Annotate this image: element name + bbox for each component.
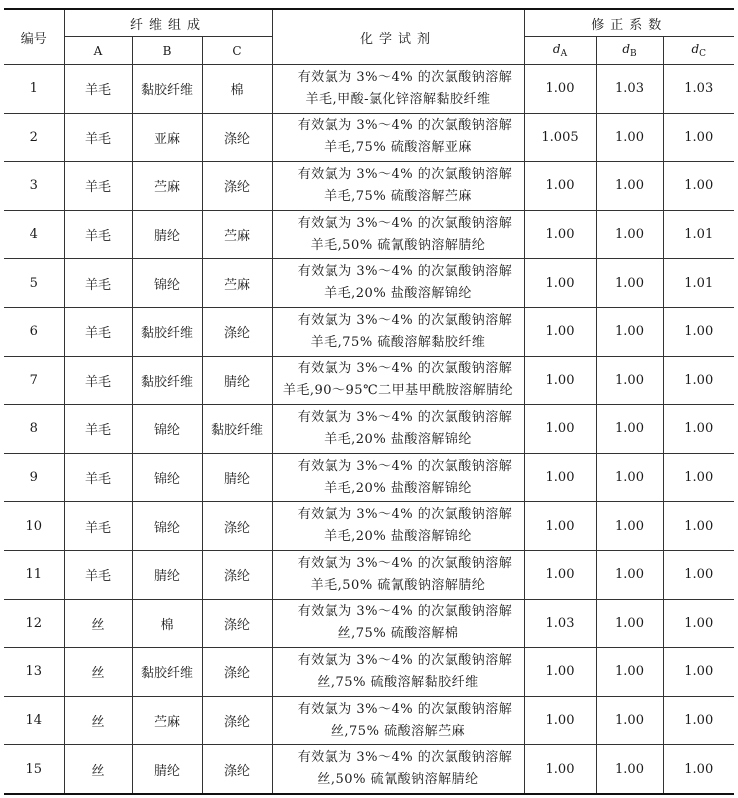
cell-d-a: 1.00 [524,259,596,308]
cell-d-a: 1.00 [524,745,596,794]
cell-d-b: 1.00 [596,405,663,454]
table-row [4,307,734,356]
cell-fiber-b: 黏胶纤维 [132,307,202,356]
cell-d-b: 1.00 [596,162,663,211]
cell-reagent [272,453,524,502]
header-col-c: C [202,37,272,65]
cell-d-a: 1.00 [524,502,596,551]
header-d-b [596,37,663,65]
cell-d-c: 1.00 [663,696,734,745]
reagent-line-2: 羊毛,20% 盐酸溶解锦纶 [324,480,472,496]
cell-fiber-c: 腈纶 [202,453,272,502]
cell-fiber-b: 苎麻 [132,162,202,211]
cell-fiber-b: 苎麻 [132,696,202,745]
cell-fiber-c: 涤纶 [202,648,272,697]
cell-id: 11 [4,550,64,599]
table-row [4,648,734,697]
cell-d-b: 1.00 [596,210,663,259]
cell-fiber-c: 涤纶 [202,745,272,794]
reagent-line-2: 丝,75% 硫酸溶解黏胶纤维 [317,674,479,690]
cell-d-a: 1.03 [524,599,596,648]
cell-d-c: 1.01 [663,259,734,308]
cell-fiber-c: 棉 [202,65,272,114]
reagent-line-2: 羊毛,50% 硫氰酸钠溶解腈纶 [310,577,486,593]
reagent-line-2: 羊毛,20% 盐酸溶解锦纶 [324,529,472,545]
fiber-correction-table [4,8,734,795]
table-row [4,65,734,114]
cell-d-b: 1.00 [596,502,663,551]
cell-d-c: 1.00 [663,113,734,162]
cell-fiber-b: 锦纶 [132,405,202,454]
cell-id: 6 [4,307,64,356]
header-fiber-group-label: 纤维组成 [129,17,206,33]
cell-fiber-b: 黏胶纤维 [132,356,202,405]
reagent-line-2: 羊毛,75% 硫酸溶解亚麻 [324,140,472,156]
cell-fiber-a: 羊毛 [64,356,132,405]
cell-d-b: 1.00 [596,453,663,502]
reagent-line-1: 有效氯为 3%～4% 的次氯酸钠溶解 [297,409,513,425]
reagent-line-1: 有效氯为 3%～4% 的次氯酸钠溶解 [297,361,513,377]
cell-reagent [272,162,524,211]
header-d-b-main: d [622,42,631,56]
cell-d-b: 1.00 [596,599,663,648]
header-d-b-sub: B [630,49,637,59]
cell-d-b: 1.00 [596,259,663,308]
reagent-line-2: 羊毛,20% 盐酸溶解锦纶 [324,431,472,447]
cell-d-b: 1.00 [596,356,663,405]
cell-fiber-c: 涤纶 [202,307,272,356]
cell-fiber-b: 腈纶 [132,550,202,599]
cell-reagent [272,307,524,356]
header-col-a: A [64,37,132,65]
cell-fiber-a: 羊毛 [64,502,132,551]
reagent-line-2: 羊毛,75% 硫酸溶解苎麻 [324,188,472,204]
cell-d-b: 1.00 [596,745,663,794]
cell-id: 3 [4,162,64,211]
cell-fiber-a: 羊毛 [64,162,132,211]
cell-id: 2 [4,113,64,162]
cell-reagent [272,259,524,308]
reagent-line-1: 有效氯为 3%～4% 的次氯酸钠溶解 [297,507,513,523]
cell-fiber-b: 腈纶 [132,745,202,794]
header-reagent-label: 化学试剂 [359,31,436,47]
cell-id: 7 [4,356,64,405]
reagent-line-1: 有效氯为 3%～4% 的次氯酸钠溶解 [297,701,513,717]
reagent-line-2: 羊毛,20% 盐酸溶解锦纶 [324,286,472,302]
cell-d-c: 1.00 [663,502,734,551]
cell-fiber-b: 棉 [132,599,202,648]
header-id: 编号 [4,9,64,65]
table-row [4,453,734,502]
reagent-line-2: 羊毛,90～95℃二甲基甲酰胺溶解腈纶 [282,383,514,399]
cell-fiber-b: 黏胶纤维 [132,648,202,697]
cell-fiber-a: 羊毛 [64,307,132,356]
table-row [4,162,734,211]
cell-reagent [272,599,524,648]
table-row [4,745,734,794]
cell-fiber-b: 亚麻 [132,113,202,162]
cell-d-c: 1.00 [663,550,734,599]
cell-id: 9 [4,453,64,502]
header-correction-label: 修正系数 [591,17,668,33]
table-row [4,259,734,308]
cell-id: 10 [4,502,64,551]
cell-d-c: 1.00 [663,648,734,697]
cell-d-a: 1.00 [524,648,596,697]
cell-d-b: 1.00 [596,648,663,697]
cell-reagent [272,405,524,454]
cell-fiber-b: 锦纶 [132,502,202,551]
table-row [4,550,734,599]
header-d-a [524,37,596,65]
cell-fiber-c: 涤纶 [202,113,272,162]
cell-id: 15 [4,745,64,794]
cell-id: 8 [4,405,64,454]
reagent-line-2: 丝,75% 硫酸溶解棉 [337,626,459,642]
cell-reagent [272,648,524,697]
reagent-line-1: 有效氯为 3%～4% 的次氯酸钠溶解 [297,652,513,668]
cell-fiber-b: 腈纶 [132,210,202,259]
cell-reagent [272,502,524,551]
table-row [4,502,734,551]
cell-d-a: 1.00 [524,210,596,259]
cell-d-b: 1.03 [596,65,663,114]
cell-fiber-a: 丝 [64,696,132,745]
cell-reagent [272,113,524,162]
reagent-line-2: 羊毛,75% 硫酸溶解黏胶纤维 [310,334,486,350]
reagent-line-1: 有效氯为 3%～4% 的次氯酸钠溶解 [297,69,513,85]
header-fiber-group [64,9,272,37]
cell-d-b: 1.00 [596,113,663,162]
reagent-line-1: 有效氯为 3%～4% 的次氯酸钠溶解 [297,555,513,571]
cell-id: 13 [4,648,64,697]
cell-reagent [272,356,524,405]
reagent-line-2: 羊毛,50% 硫氰酸钠溶解腈纶 [310,237,486,253]
cell-fiber-c: 涤纶 [202,599,272,648]
cell-d-a: 1.00 [524,696,596,745]
cell-d-b: 1.00 [596,550,663,599]
header-col-b: B [132,37,202,65]
cell-fiber-c: 涤纶 [202,162,272,211]
reagent-line-2: 丝,75% 硫酸溶解苎麻 [330,723,466,739]
cell-d-c: 1.01 [663,210,734,259]
cell-d-a: 1.00 [524,356,596,405]
cell-fiber-b: 锦纶 [132,453,202,502]
cell-fiber-c: 苎麻 [202,210,272,259]
cell-d-c: 1.00 [663,405,734,454]
reagent-line-2: 羊毛,甲酸-氯化锌溶解黏胶纤维 [305,91,491,107]
cell-fiber-c: 黏胶纤维 [202,405,272,454]
cell-fiber-a: 羊毛 [64,453,132,502]
header-reagent [272,9,524,65]
cell-fiber-c: 涤纶 [202,696,272,745]
table-row [4,356,734,405]
cell-fiber-c: 涤纶 [202,502,272,551]
cell-id: 4 [4,210,64,259]
cell-d-c: 1.00 [663,745,734,794]
cell-id: 1 [4,65,64,114]
cell-d-a: 1.00 [524,405,596,454]
cell-d-b: 1.00 [596,696,663,745]
cell-d-a: 1.005 [524,113,596,162]
reagent-line-2: 丝,50% 硫氰酸钠溶解腈纶 [317,772,479,788]
cell-d-c: 1.00 [663,162,734,211]
reagent-line-1: 有效氯为 3%～4% 的次氯酸钠溶解 [297,118,513,134]
reagent-line-1: 有效氯为 3%～4% 的次氯酸钠溶解 [297,312,513,328]
cell-fiber-a: 羊毛 [64,65,132,114]
cell-reagent [272,65,524,114]
cell-fiber-c: 腈纶 [202,356,272,405]
cell-fiber-c: 涤纶 [202,550,272,599]
cell-fiber-a: 丝 [64,648,132,697]
header-d-a-sub: A [560,49,568,59]
cell-d-a: 1.00 [524,65,596,114]
cell-d-b: 1.00 [596,307,663,356]
cell-d-c: 1.00 [663,599,734,648]
cell-d-a: 1.00 [524,307,596,356]
header-d-c-sub: C [699,49,707,59]
cell-reagent [272,696,524,745]
cell-d-c: 1.00 [663,356,734,405]
table-row [4,696,734,745]
table-body [4,65,734,794]
cell-d-a: 1.00 [524,162,596,211]
cell-d-c: 1.03 [663,65,734,114]
reagent-line-1: 有效氯为 3%～4% 的次氯酸钠溶解 [297,215,513,231]
cell-d-c: 1.00 [663,307,734,356]
cell-d-c: 1.00 [663,453,734,502]
header-d-a-main: d [552,42,561,56]
reagent-line-1: 有效氯为 3%～4% 的次氯酸钠溶解 [297,604,513,620]
reagent-line-1: 有效氯为 3%～4% 的次氯酸钠溶解 [297,750,513,766]
header-d-c [663,37,734,65]
cell-fiber-a: 羊毛 [64,210,132,259]
cell-id: 5 [4,259,64,308]
reagent-line-1: 有效氯为 3%～4% 的次氯酸钠溶解 [297,264,513,280]
cell-d-a: 1.00 [524,453,596,502]
cell-fiber-b: 黏胶纤维 [132,65,202,114]
cell-fiber-c: 苎麻 [202,259,272,308]
cell-fiber-a: 羊毛 [64,405,132,454]
cell-id: 14 [4,696,64,745]
table-row [4,405,734,454]
cell-fiber-a: 羊毛 [64,550,132,599]
header-correction [524,9,734,37]
cell-fiber-a: 羊毛 [64,113,132,162]
cell-id: 12 [4,599,64,648]
table-row [4,210,734,259]
cell-reagent [272,550,524,599]
cell-fiber-a: 丝 [64,745,132,794]
cell-fiber-a: 羊毛 [64,259,132,308]
table-row [4,599,734,648]
header-d-c-main: d [691,42,700,56]
cell-d-a: 1.00 [524,550,596,599]
reagent-line-1: 有效氯为 3%～4% 的次氯酸钠溶解 [297,458,513,474]
cell-fiber-a: 丝 [64,599,132,648]
cell-reagent [272,210,524,259]
reagent-line-1: 有效氯为 3%～4% 的次氯酸钠溶解 [297,166,513,182]
table-row [4,113,734,162]
cell-fiber-b: 锦纶 [132,259,202,308]
cell-reagent [272,745,524,794]
